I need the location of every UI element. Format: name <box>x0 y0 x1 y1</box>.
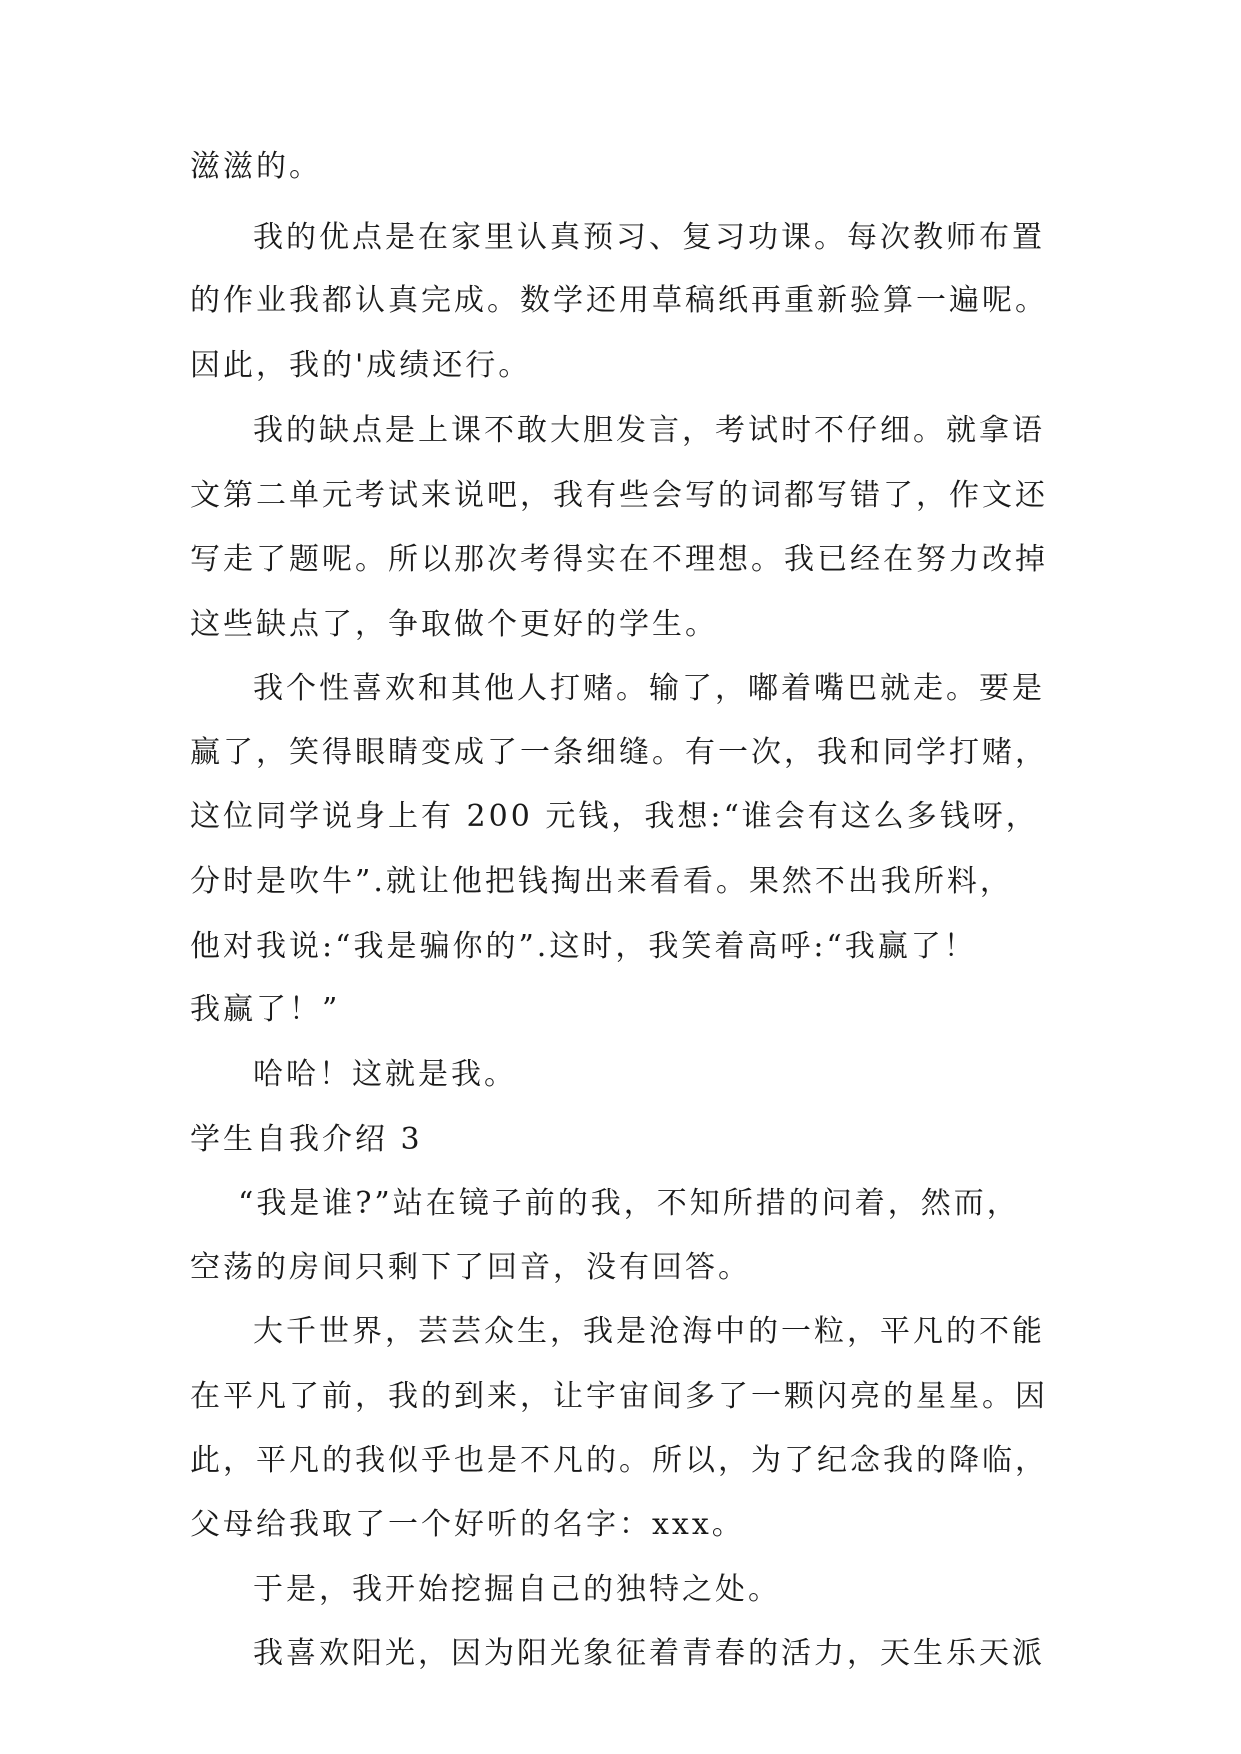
text-line: 此，平凡的我似乎也是不凡的。所以，为了纪念我的降临， <box>190 1443 1048 1478</box>
text-line: 分时是吹牛”.就让他把钱掏出来看看。果然不出我所料， <box>190 864 1013 899</box>
text-line: 文第二单元考试来说吧，我有些会写的词都写错了，作文还 <box>190 478 1048 513</box>
text-line: 他对我说:“我是骗你的”.这时，我笑着高呼:“我赢了！ <box>190 929 977 964</box>
paragraph-first-line: 我个性喜欢和其他人打赌。输了，嘟着嘴巴就走。要是 <box>253 671 1045 706</box>
paragraph-first-line: 我喜欢阳光，因为阳光象征着青春的活力，天生乐天派 <box>253 1636 1045 1671</box>
paragraph-first-line: 我的缺点是上课不敢大胆发言，考试时不仔细。就拿语 <box>253 413 1045 448</box>
text-line: 在平凡了前，我的到来，让宇宙间多了一颗闪亮的星星。因 <box>190 1379 1048 1414</box>
section-heading: 学生自我介绍 3 <box>190 1122 423 1157</box>
paragraph-first-line: 我的优点是在家里认真预习、复习功课。每次教师布置 <box>253 220 1045 255</box>
text-line: 的作业我都认真完成。数学还用草稿纸再重新验算一遍呢。 <box>190 283 1048 318</box>
paragraph-first-line: “我是谁?”站在镜子前的我，不知所措的问着，然而， <box>238 1186 1020 1221</box>
text-line: 父母给我取了一个好听的名字：xxx。 <box>190 1507 745 1542</box>
text-line: 这些缺点了，争取做个更好的学生。 <box>190 607 718 642</box>
text-line: 我赢了！” <box>190 992 341 1027</box>
text-line: 因此，我的'成绩还行。 <box>190 348 532 383</box>
paragraph-first-line: 于是，我开始挖掘自己的独特之处。 <box>253 1572 781 1607</box>
text-line: 赢了，笑得眼睛变成了一条细缝。有一次，我和同学打赌， <box>190 735 1048 770</box>
text-line: 滋滋的。 <box>190 149 322 184</box>
text-line: 写走了题呢。所以那次考得实在不理想。我已经在努力改掉 <box>190 542 1048 577</box>
paragraph-first-line: 大千世界，芸芸众生，我是沧海中的一粒，平凡的不能 <box>253 1314 1045 1349</box>
text-line: 这位同学说身上有 200 元钱，我想:“谁会有这么多钱呀， <box>190 799 1039 834</box>
paragraph-first-line: 哈哈！这就是我。 <box>253 1057 517 1092</box>
text-line: 空荡的房间只剩下了回音，没有回答。 <box>190 1250 751 1285</box>
